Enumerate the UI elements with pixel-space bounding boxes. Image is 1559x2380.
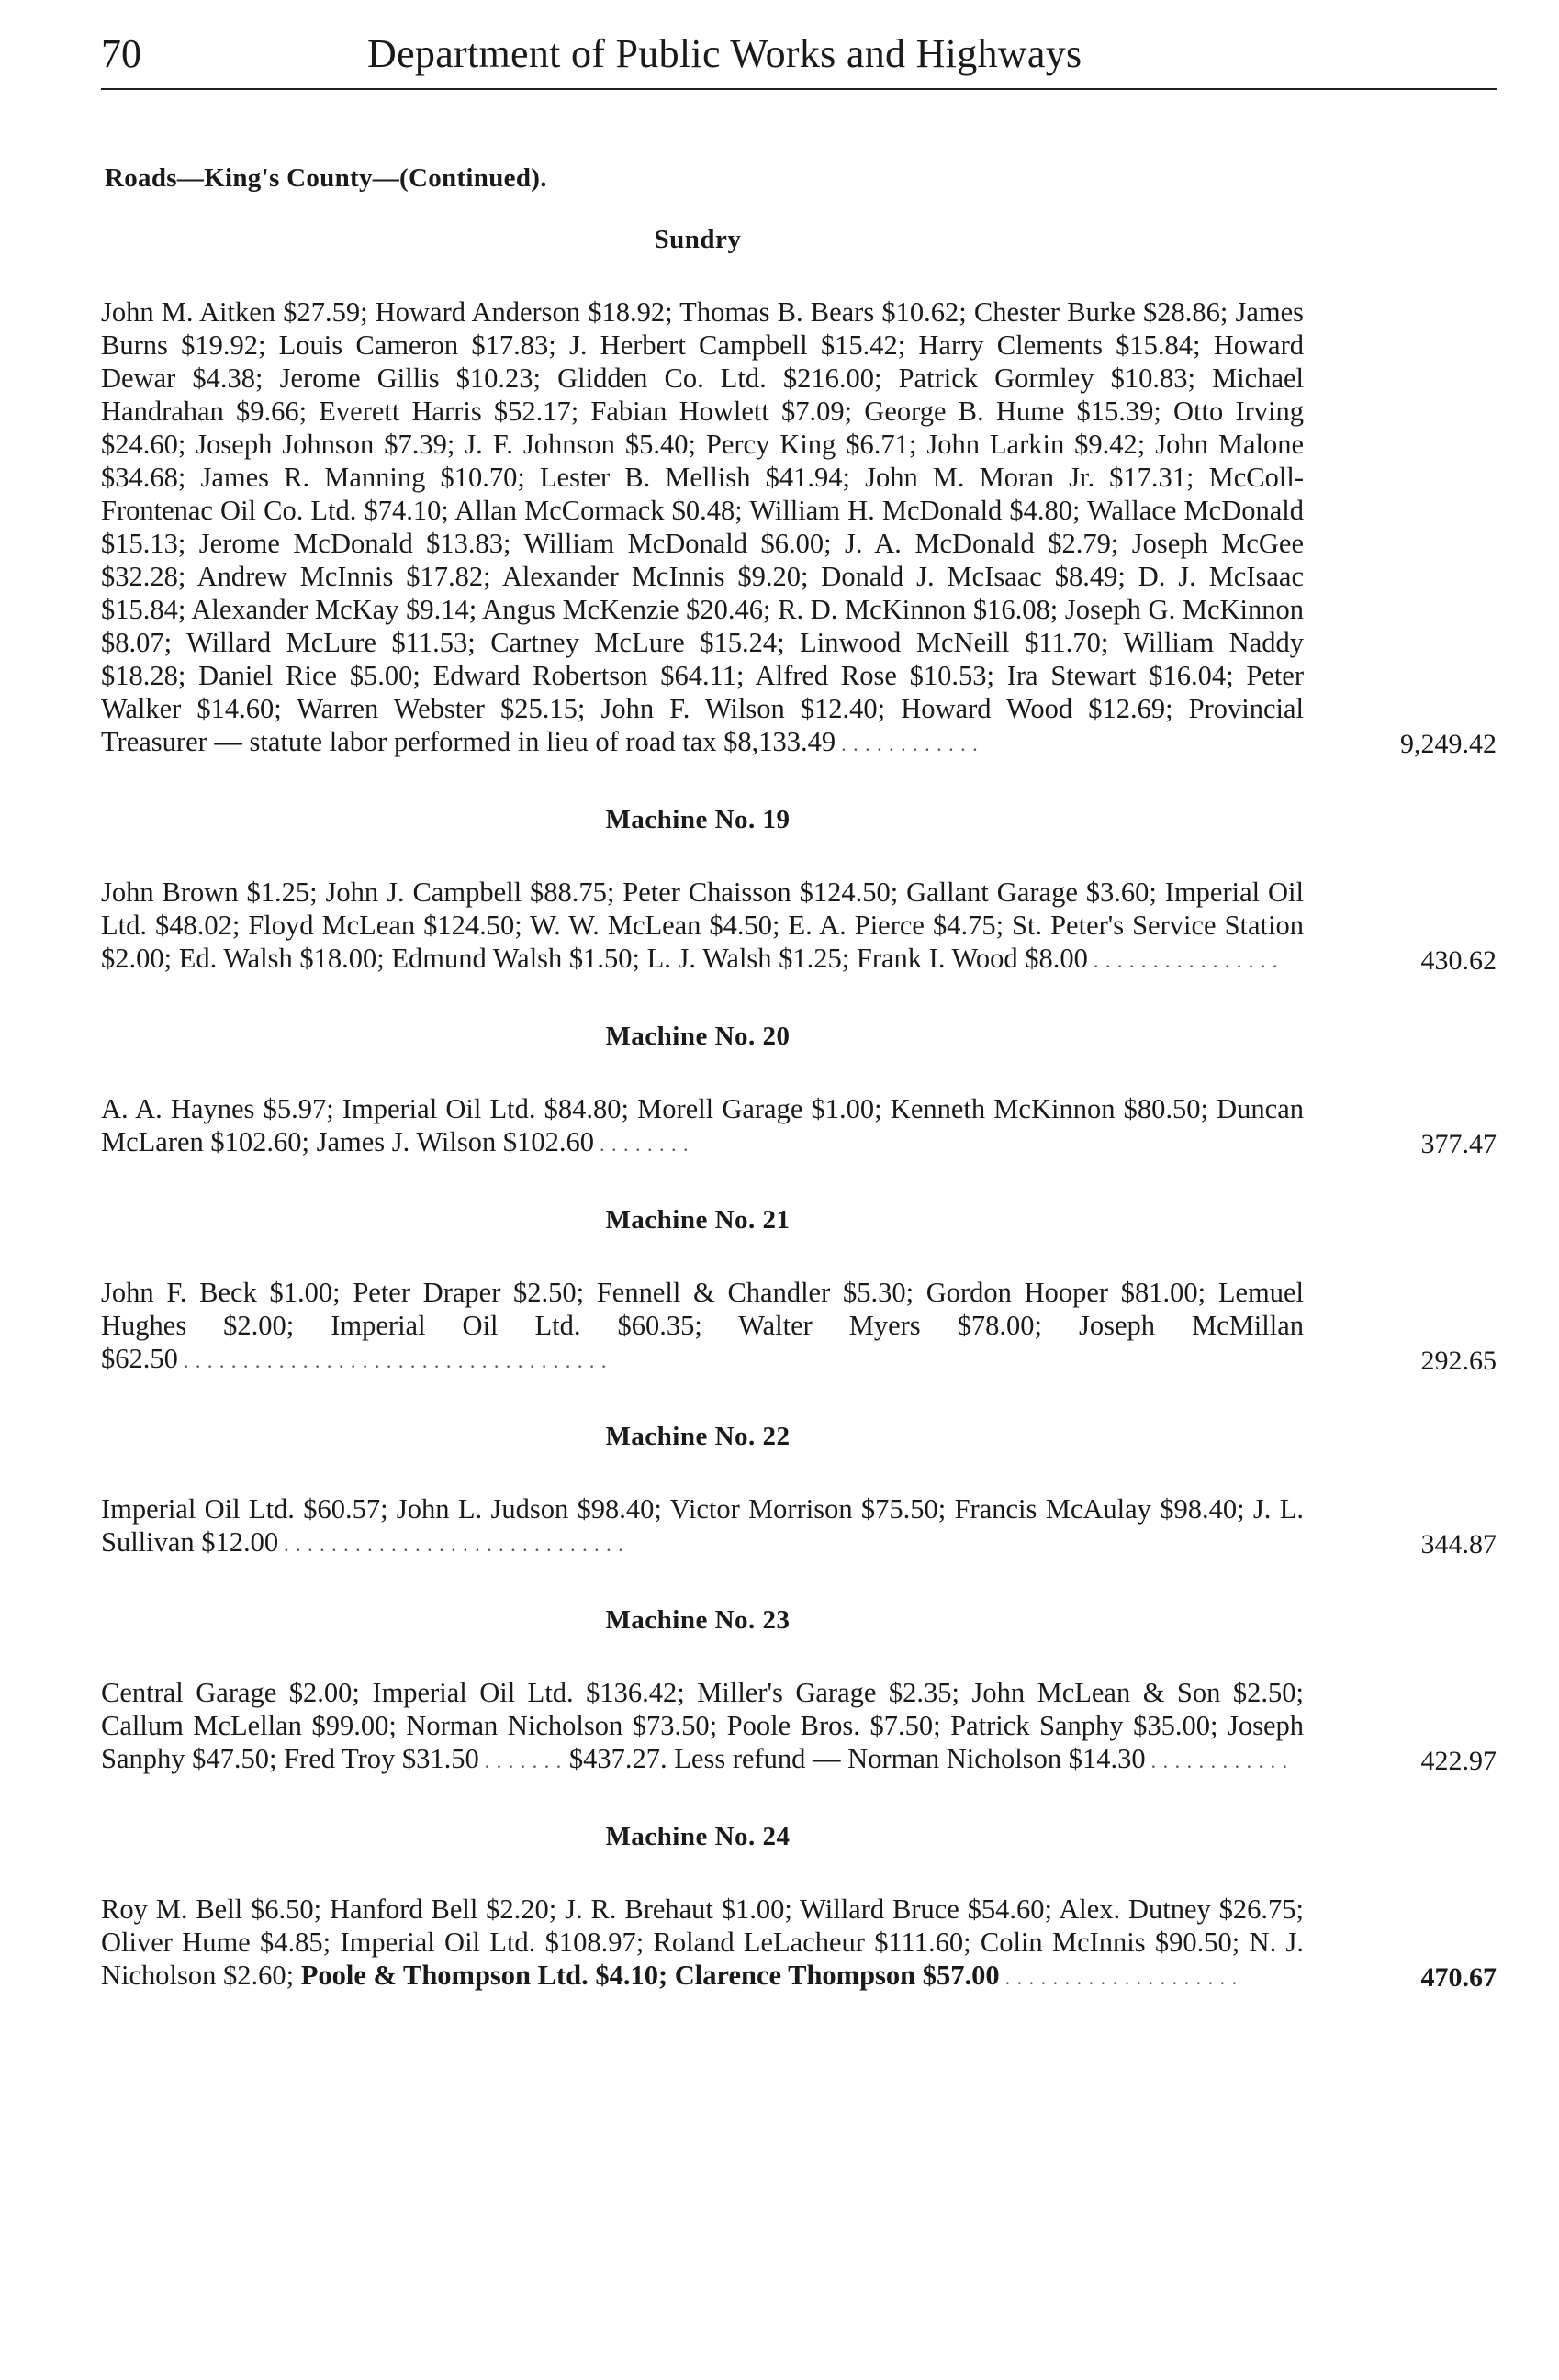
entry: [101, 1676, 1497, 1778]
section-title: Machine No. 20: [605, 1022, 791, 1051]
entry-text: [101, 1276, 1304, 1378]
dot-leaders: . . . . . . . . . . . .: [841, 732, 979, 755]
dot-leaders: . . . . . . . . . . . . . . . . . . . .: [1004, 1966, 1239, 1989]
entry-amount: 377.47: [1420, 1129, 1497, 1159]
document-page: [101, 28, 1497, 1995]
section-title: Machine No. 19: [605, 805, 791, 834]
section-sundry: [101, 225, 1497, 761]
entry: [101, 1492, 1497, 1561]
section-machine-21: [101, 1205, 1497, 1378]
section-machine-24: [101, 1822, 1497, 1995]
entry: [101, 1893, 1497, 1995]
dot-leaders: . . . . . . . .: [599, 1133, 690, 1156]
dot-leaders: . . . . . . . . . . . . . . . . . . . . . . . . . . . . .: [284, 1533, 624, 1556]
section-machine-23: [101, 1605, 1497, 1778]
entry-amount: 344.87: [1420, 1529, 1497, 1559]
entry-amount: 9,249.42: [1400, 729, 1497, 759]
entry-text: [101, 296, 1304, 761]
section-machine-20: [101, 1022, 1497, 1161]
section-title: Machine No. 23: [605, 1605, 791, 1635]
entry-amount: 430.62: [1420, 945, 1497, 976]
entry-text-content: Central Garage $2.00; Imperial Oil Ltd. $136.42; Miller's Garage $2.35; John McLean & Son $2.50; Callum McLellan $99.00; Norman Nicholson $73.50; Poole Bros. $7.50; Patrick Sanphy $35.00; Joseph Sanphy $47.50; Fred Troy $31.50: [101, 1677, 1304, 1774]
entry: [101, 1276, 1497, 1378]
entry: [101, 876, 1497, 978]
page-number: 70: [101, 31, 141, 76]
section-title: Sundry: [654, 225, 742, 254]
section-title: Machine No. 21: [605, 1205, 791, 1235]
continuation-heading: Roads—King's County—(Continued).: [105, 163, 547, 193]
entry-text-content: John Brown $1.25; John J. Campbell $88.75; Peter Chaisson $124.50; Gallant Garage $3.60; Imperial Oil Ltd. $48.02; Floyd McLean $124.50; W. W. McLean $4.50; E. A. Pierce $4.75; St. Peter's Service Station $2.00; Ed. Walsh $18.00; Edmund Walsh $1.50; L. J. Walsh $1.25; Frank I. Wood $8.00: [101, 877, 1304, 974]
entry-text-content: John F. Beck $1.00; Peter Draper $2.50; Fennell & Chandler $5.30; Gordon Hooper $81.00; Lemuel Hughes $2.00; Imperial Oil Ltd. $60.35; Walter Myers $78.00; Joseph McMillan $62.50: [101, 1277, 1304, 1374]
entry-text-content: Roy M. Bell $6.50; Hanford Bell $2.20; J. R. Brehaut $1.00; Willard Bruce $54.60; Alex. Dutney $26.75; Oliver Hume $4.85; Imperial Oil Ltd. $108.97; Roland LeLacheur $111.60; Colin McInnis $90.50; N. J. Nicholson $2.60;: [101, 1894, 1304, 1991]
entry-text-content: John M. Aitken $27.59; Howard Anderson $18.92; Thomas B. Bears $10.62; Chester Burke $28.86; James Burns $19.92; Louis Cameron $17.83; J. Herbert Campbell $15.42; Harry Clements $15.84; Howard Dewar $4.38; Jerome Gillis $10.23; Glidden Co. Ltd. $216.00; Patrick Gormley $10.83; Michael Handrahan $9.66; Everett Harris $52.17; Fabian Howlett $7.09; George B. Hume $15.39; Otto Irving $24.60; Joseph Johnson $7.39; J. F. Johnson $5.40; Percy King $6.71; John Larkin $9.42; John Malone $34.68; James R. Manning $10.70; Lester B. Mellish $41.94; John M. Moran Jr. $17.31; McColl-Frontenac Oil Co. Ltd. $74.10; Allan McCormack $0.48; William H. McDonald $4.80; Wallace McDonald $15.13; Jerome McDonald $13.83; William McDonald $6.00; J. A. McDonald $2.79; Joseph McGee $32.28; Andrew McInnis $17.82; Alexander McInnis $9.20; Donald J. McIsaac $8.49; D. J. McIsaac $15.84; Alexander McKay $9.14; Angus McKenzie $20.46; R. D. McKinnon $16.08; Joseph G. McKinnon $8.07; Willard McLure $11.53; Cartney McLure $15.24; Linwood McNeill $11.70; William Naddy $18.28; Daniel Rice $5.00; Edward Robertson $64.11; Alfred Rose $10.53; Ira Stewart $16.04; Peter Walker $14.60; Warren Webster $25.15; John F. Wilson $12.40; Howard Wood $12.69; Provincial Treasurer — statute labor performed in lieu of road tax $8,133.49: [101, 296, 1304, 757]
entry-amount: 422.97: [1420, 1746, 1497, 1776]
entry: [101, 296, 1497, 761]
dot-leaders: . . . . . . . . . . . . . . . .: [1093, 949, 1279, 972]
entry-text: [101, 876, 1304, 978]
dot-leaders: . . . . . . . . . . . .: [1150, 1749, 1289, 1772]
entry-text-content: A. A. Haynes $5.97; Imperial Oil Ltd. $84.80; Morell Garage $1.00; Kenneth McKinnon $80.50; Duncan McLaren $102.60; James J. Wilson $102.60: [101, 1093, 1304, 1157]
entry-text-refund: $437.27. Less refund — Norman Nicholson $14.30: [568, 1743, 1146, 1774]
entry-text: [101, 1893, 1304, 1995]
entry-text: [101, 1676, 1304, 1778]
running-head: [101, 28, 1497, 90]
entry-text: [101, 1092, 1304, 1161]
dot-leaders: . . . . . . . . . . . . . . . . . . . . . . . . . . . . . . . . . . . .: [183, 1349, 608, 1372]
entry-text-content: Imperial Oil Ltd. $60.57; John L. Judson $98.40; Victor Morrison $75.50; Francis McAulay $98.40; J. L. Sullivan $12.00: [101, 1493, 1304, 1558]
section-title: Machine No. 22: [605, 1422, 791, 1451]
entry-text-bold: Poole & Thompson Ltd. $4.10; Clarence Thompson $57.00: [300, 1960, 1000, 1991]
entry-amount: 470.67: [1420, 1962, 1497, 1993]
dot-leaders: . . . . . . .: [484, 1749, 563, 1772]
page-header-title: Department of Public Works and Highways: [367, 31, 1082, 76]
section-machine-22: [101, 1422, 1497, 1561]
section-machine-19: [101, 805, 1497, 978]
section-title: Machine No. 24: [605, 1822, 791, 1851]
entry-amount: 292.65: [1420, 1346, 1497, 1376]
entry: [101, 1092, 1497, 1161]
entry-text: [101, 1492, 1304, 1561]
